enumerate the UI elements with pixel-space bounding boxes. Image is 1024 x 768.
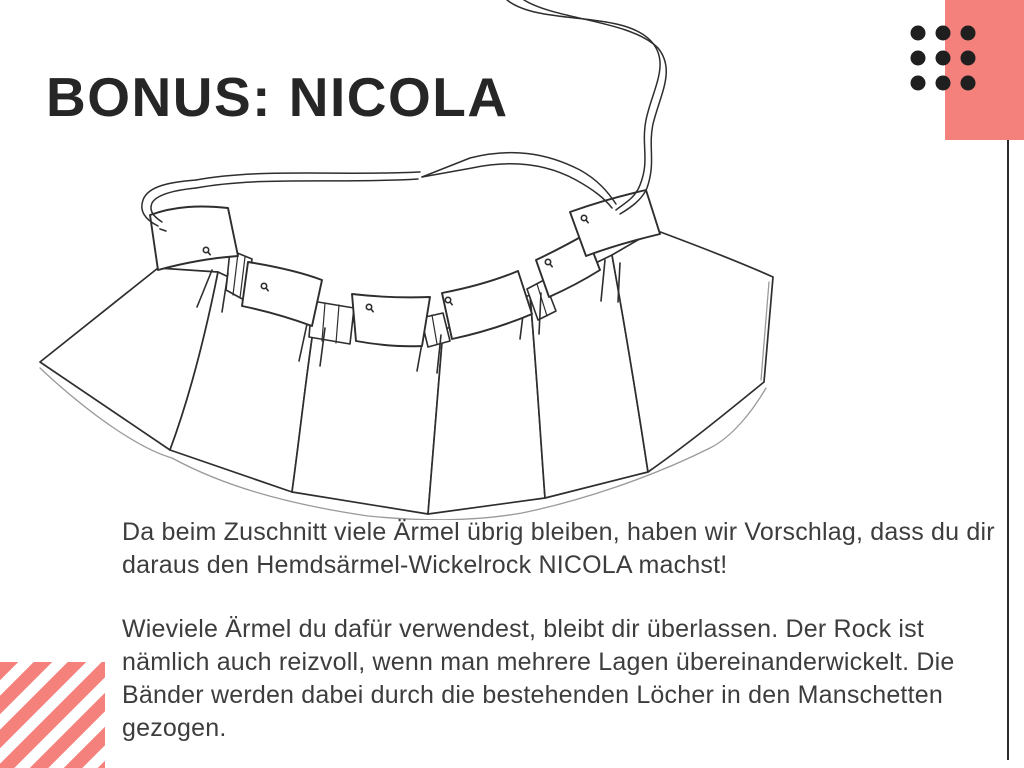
dot-grid-decoration	[905, 18, 983, 96]
striped-square-decoration	[0, 662, 105, 768]
body-text-block	[122, 516, 1002, 745]
body-paragraph: Da beim Zuschnitt viele Ärmel übrig bleiben, haben wir Vorschlag, dass du dir daraus den Hemdsärmel-Wickelrock NICOLA machst!	[122, 518, 995, 579]
page-title: BONUS: NICOLA	[46, 65, 509, 128]
vertical-line-decoration	[1007, 140, 1009, 760]
body-paragraph: Wieviele Ärmel du dafür verwendest, bleibt dir überlassen. Der Rock ist nämlich auch reizvoll, wenn man mehrere Lagen übereinanderwickelt. Die Bänder werden dabei durch die bestehenden Löcher in den Manschetten gezogen.	[122, 615, 955, 742]
